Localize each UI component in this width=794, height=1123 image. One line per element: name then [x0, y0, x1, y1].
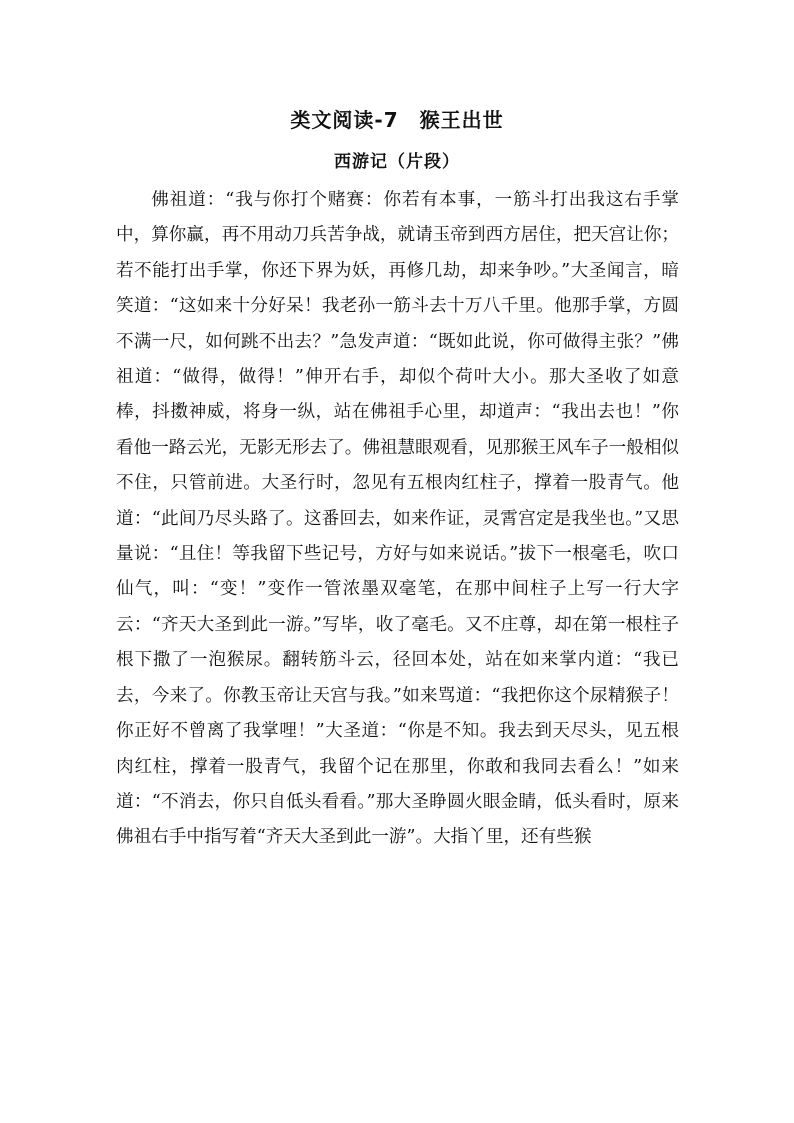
document-title: 类文阅读-7 猴王出世 [290, 108, 504, 132]
document-subtitle: 西游记（片段） [334, 152, 460, 172]
body-paragraph: 佛祖道：“我与你打个赌赛：你若有本事，一筋斗打出我这右手掌中，算你赢，再不用动刀兵苦争战，就请玉帝到西方居住，把天宫让你；若不能打出手掌，你还下界为妖，再修几劫，却来争吵。”大圣闻言，暗笑道：“这如来十分好呆！我老孙一筋斗去十万八千里。他那手掌，方圆不满一尺，如何跳不出去？”急发声道：“既如此说，你可做得主张？”佛祖道：“做得，做得！”伸开右手，却似个荷叶大小。那大圣收了如意棒，抖擞神威，将身一纵，站在佛祖手心里，却道声：“我出去也！”你看他一路云光，无影无形去了。佛祖慧眼观看，见那猴王风车子一般相似不住，只管前进。大圣行时，忽见有五根肉红柱子，撑着一股青气。他道：“此间乃尽头路了。这番回去，如来作证，灵霄宫定是我坐也。”又思量说：“且住！等我留下些记号，方好与如来说话。”拔下一根毫毛，吹口仙气，叫：“变！”变作一管浓墨双毫笔，在那中间柱子上写一行大字云：“齐天大圣到此一游。”写毕，收了毫毛。又不庄尊，却在第一根柱子根下撒了一泡猴尿。翻转筋斗云，径回本处，站在如来掌内道：“我已去，今来了。你教玉帝让天宫与我。”如来骂道：“我把你这个尿精猴子！你正好不曾离了我掌哩！”大圣道：“你是不知。我去到天尽头，见五根肉红柱，撑着一股青气，我留个记在那里，你敢和我同去看么！”如来道：“不消去，你只自低头看看。”那大圣睁圆火眼金睛，低头看时，原来佛祖右手中指写着“齐天大圣到此一游”。大指丫里，还有些猴 [116, 190, 680, 848]
